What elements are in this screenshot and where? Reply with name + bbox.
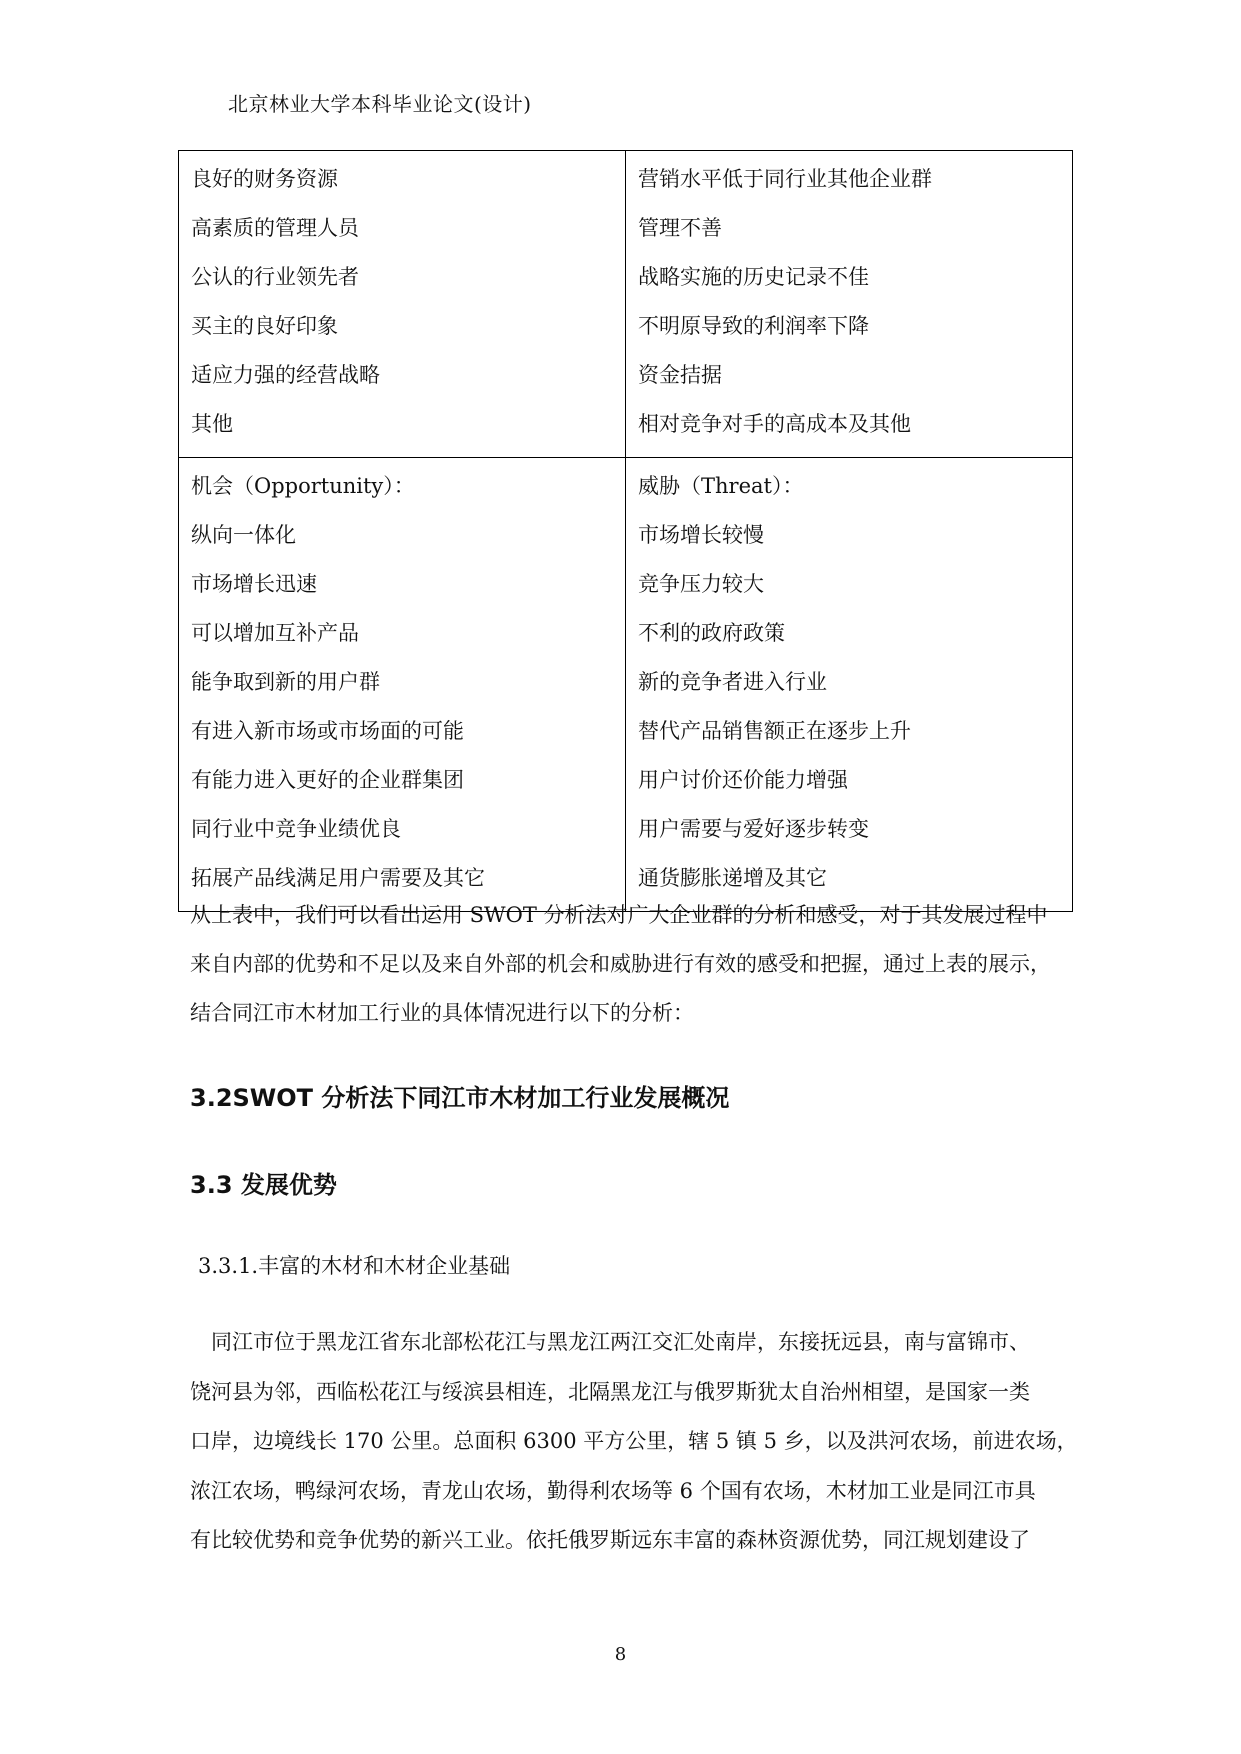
- table-row: [179, 458, 1073, 912]
- body-paragraph: [190, 1318, 1078, 1566]
- list-item: 市场增长较慢: [638, 523, 764, 547]
- list-item: 买主的良好印象: [191, 314, 338, 338]
- weaknesses-cell: [626, 151, 1073, 458]
- list-item: 高素质的管理人员: [191, 216, 359, 240]
- threats-heading: 威胁（Threat）：: [638, 474, 804, 498]
- list-item: 用户需要与爱好逐步转变: [638, 817, 869, 841]
- opportunities-cell: [179, 458, 626, 912]
- list-item: 通货膨胀递增及其它: [638, 866, 827, 890]
- threats-cell: [626, 458, 1073, 912]
- paragraph-line: 浓江农场，鸭绿河农场，青龙山农场，勤得利农场等 6 个国有农场，木材加工业是同江市具: [190, 1478, 1036, 1503]
- list-item: 同行业中竞争业绩优良: [191, 817, 401, 841]
- swot-table: [178, 150, 1073, 912]
- paragraph-line: 从上表中，我们可以看出运用 SWOT 分析法对广大企业群的分析和感受，对于其发展过程中: [190, 903, 1048, 927]
- list-item: 纵向一体化: [191, 523, 296, 547]
- section-heading-3-2: 3.2SWOT 分析法下同江市木材加工行业发展概况: [190, 1084, 730, 1112]
- list-item: 可以增加互补产品: [191, 621, 359, 645]
- subsection-heading-3-3-1: 3.3.1.丰富的木材和木材企业基础: [198, 1254, 511, 1278]
- list-item: 替代产品销售额正在逐步上升: [638, 719, 911, 743]
- list-item: 有能力进入更好的企业群集团: [191, 768, 464, 792]
- list-item: 战略实施的历史记录不佳: [638, 265, 869, 289]
- list-item: 管理不善: [638, 216, 722, 240]
- list-item: 资金拮据: [638, 363, 722, 387]
- list-item: 不明原导致的利润率下降: [638, 314, 869, 338]
- page-header: 北京林业大学本科毕业论文(设计): [228, 92, 532, 116]
- list-item: 相对竞争对手的高成本及其他: [638, 412, 911, 436]
- list-item: 能争取到新的用户群: [191, 670, 380, 694]
- opportunities-heading: 机会（Opportunity）：: [191, 474, 415, 498]
- list-item: 适应力强的经营战略: [191, 363, 380, 387]
- section-heading-3-3: 3.3 发展优势: [190, 1171, 337, 1199]
- list-item: 有进入新市场或市场面的可能: [191, 719, 464, 743]
- paragraph-line: 口岸，边境线长 170 公里。总面积 6300 平方公里，辖 5 镇 5 乡，以及洪河农场，前进农场，: [190, 1429, 1078, 1453]
- list-item: 营销水平低于同行业其他企业群: [638, 167, 932, 191]
- list-item: 不利的政府政策: [638, 621, 785, 645]
- list-item: 良好的财务资源: [191, 167, 338, 191]
- paragraph-line: 有比较优势和竞争优势的新兴工业。依托俄罗斯远东丰富的森林资源优势，同江规划建设了: [190, 1528, 1030, 1552]
- paragraph-line: 同江市位于黑龙江省东北部松花江与黑龙江两江交汇处南岸，东接抚远县，南与富锦市、: [190, 1330, 1030, 1354]
- list-item: 拓展产品线满足用户需要及其它: [191, 866, 485, 890]
- list-item: 新的竞争者进入行业: [638, 670, 827, 694]
- list-item: 竞争压力较大: [638, 572, 764, 596]
- strengths-cell: [179, 151, 626, 458]
- paragraph-line: 结合同江市木材加工行业的具体情况进行以下的分析：: [190, 1001, 694, 1025]
- list-item: 用户讨价还价能力增强: [638, 768, 848, 792]
- list-item: 其他: [191, 412, 233, 436]
- paragraph-line: 来自内部的优势和不足以及来自外部的机会和威胁进行有效的感受和把握，通过上表的展示，: [190, 952, 1051, 976]
- table-row: [179, 151, 1073, 458]
- list-item: 公认的行业领先者: [191, 265, 359, 289]
- paragraph-line: 饶河县为邻，西临松花江与绥滨县相连，北隔黑龙江与俄罗斯犹太自治州相望，是国家一类: [190, 1379, 1030, 1404]
- intro-paragraph: [190, 891, 1070, 1038]
- list-item: 市场增长迅速: [191, 572, 317, 596]
- page-number: 8: [614, 1644, 627, 1665]
